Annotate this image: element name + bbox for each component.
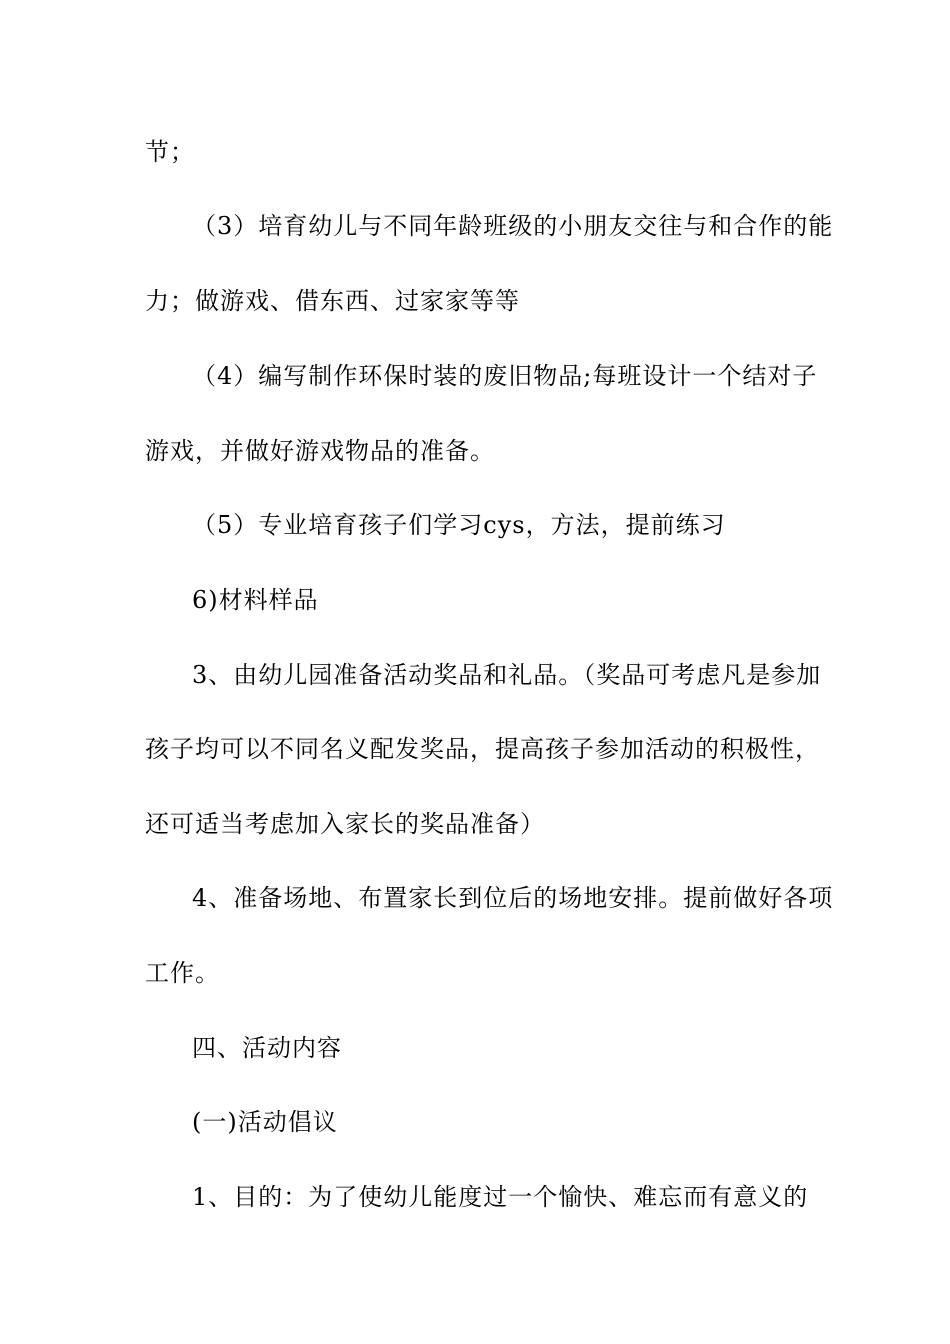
text-line-7: 6)材料样品 — [192, 586, 319, 614]
text-line-15: 1、目的：为了使幼儿能度过一个愉快、难忘而有意义的 — [192, 1183, 809, 1211]
subsection-heading: (一)活动倡议 — [192, 1108, 338, 1136]
text-line-9: 孩子均可以不同名义配发奖品，提高孩子参加活动的积极性， — [145, 735, 820, 763]
text-line-1: 节； — [145, 138, 195, 166]
text-line-11: 4、准备场地、布置家长到位后的场地安排。提前做好各项 — [192, 884, 834, 912]
text-line-3: 力；做游戏、借东西、过家家等等 — [145, 287, 520, 315]
text-line-2: （3）培育幼儿与不同年龄班级的小朋友交往与和合作的能 — [192, 212, 834, 240]
text-line-6: （5）专业培育孩子们学习cys，方法，提前练习 — [192, 511, 726, 539]
text-line-5: 游戏，并做好游戏物品的准备。 — [145, 437, 495, 465]
text-line-10: 还可适当考虑加入家长的奖品准备） — [145, 810, 545, 838]
text-line-8: 3、由幼儿园准备活动奖品和礼品。（奖品可考虑凡是参加 — [192, 661, 822, 689]
section-heading: 四、活动内容 — [192, 1034, 342, 1062]
text-line-4: （4）编写制作环保时装的废旧物品;每班设计一个结对子 — [192, 362, 818, 390]
text-line-12: 工作。 — [145, 959, 220, 987]
